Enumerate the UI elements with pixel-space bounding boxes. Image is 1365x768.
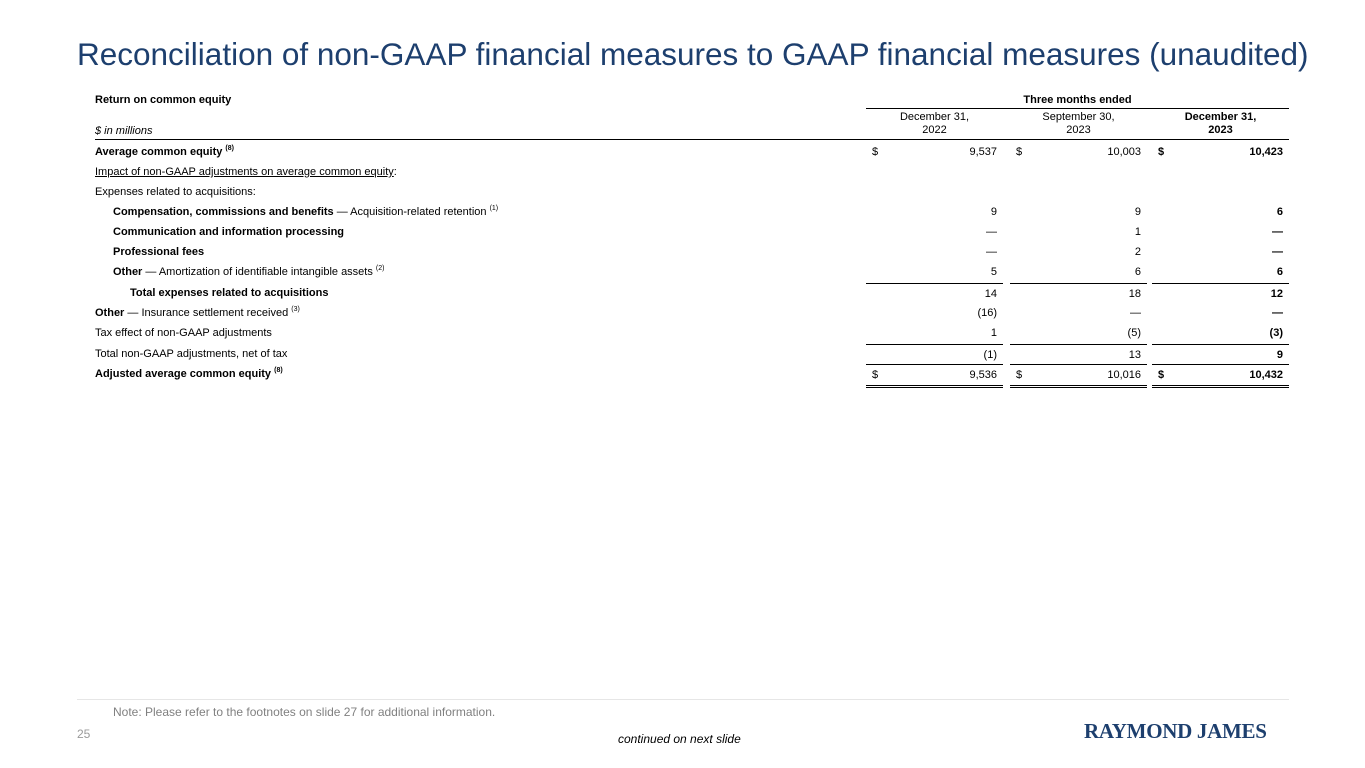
currency-symbol: $ <box>872 146 879 158</box>
cell-value: — <box>986 226 997 238</box>
row-label-text: Impact of non-GAAP adjustments on average common equity <box>95 166 394 178</box>
cell-sep-2023 <box>1010 242 1147 262</box>
column-header-line1: September 30, <box>1042 111 1115 123</box>
currency-symbol: $ <box>872 369 879 381</box>
cell-value: 1 <box>1134 226 1141 238</box>
cell-sep-2023 <box>1010 364 1147 388</box>
row-label: Total non-GAAP adjustments, net of tax <box>95 348 288 360</box>
cell-dec-2023 <box>1152 303 1289 323</box>
cell-value: 10,423 <box>1249 146 1283 158</box>
currency-symbol: $ <box>1016 146 1023 158</box>
table-row <box>95 303 1289 323</box>
cell-dec-2022 <box>866 323 1003 343</box>
cell-dec-2023 <box>1152 364 1289 388</box>
period-rule <box>866 108 1289 109</box>
column-header-line2: 2023 <box>1066 124 1091 136</box>
row-label-bold: Average common equity <box>95 146 223 158</box>
cell-dec-2022 <box>866 303 1003 323</box>
row-label-text: — Amortization of identifiable intangible assets <box>142 266 376 278</box>
period-header: Three months ended <box>1023 94 1132 106</box>
cell-value: (5) <box>1127 327 1141 339</box>
cell-dec-2023 <box>1152 202 1289 222</box>
row-label-bold: Adjusted average common equity <box>95 368 272 380</box>
continued-label: continued on next slide <box>618 732 741 746</box>
cell-value: — <box>1272 246 1283 258</box>
cell-value: (1) <box>983 349 997 361</box>
row-label-text: — Insurance settlement received <box>124 307 292 319</box>
cell-sep-2023 <box>1010 303 1147 323</box>
cell-value: 9 <box>1276 349 1283 361</box>
cell-sep-2023 <box>1010 222 1147 242</box>
table-row <box>95 162 1289 182</box>
table-row <box>95 344 1289 364</box>
column-header-line1: December 31, <box>899 111 970 123</box>
cell-value: 10,432 <box>1249 369 1283 381</box>
cell-value: (3) <box>1269 327 1283 339</box>
cell-value: 6 <box>1276 206 1283 218</box>
table-row <box>95 142 1289 162</box>
row-label-bold: Other <box>95 307 125 319</box>
page-number: 25 <box>77 727 91 741</box>
cell-sep-2023 <box>1010 202 1147 222</box>
cell-dec-2022 <box>866 262 1003 282</box>
row-label <box>95 364 283 384</box>
cell-dec-2022 <box>866 202 1003 222</box>
cell-sep-2023 <box>1010 283 1147 304</box>
cell-value: 10,003 <box>1107 146 1141 158</box>
cell-sep-2023 <box>1010 344 1147 365</box>
cell-sep-2023 <box>1010 262 1147 282</box>
footnote-ref: (8) <box>274 367 283 374</box>
cell-value: 5 <box>990 266 997 278</box>
row-label <box>113 262 384 282</box>
table-row <box>95 222 1289 242</box>
column-header-dec-2023 <box>1152 111 1289 137</box>
cell-dec-2022 <box>866 242 1003 262</box>
cell-dec-2023 <box>1152 222 1289 242</box>
column-header-sep-2023 <box>1010 111 1147 137</box>
raymond-james-logo: RAYMOND JAMES <box>1084 719 1267 743</box>
row-label <box>95 303 300 323</box>
cell-value: 14 <box>984 288 997 300</box>
row-label: Total expenses related to acquisitions <box>130 287 329 299</box>
table-row <box>95 323 1289 343</box>
cell-value: 18 <box>1128 288 1141 300</box>
cell-dec-2023 <box>1152 142 1289 162</box>
units-label: $ in millions <box>95 125 153 137</box>
footnote-ref: (1) <box>489 205 499 212</box>
cell-value: (16) <box>977 307 997 319</box>
table-row <box>95 262 1289 282</box>
table-row <box>95 283 1289 303</box>
row-label: Professional fees <box>113 246 205 258</box>
currency-symbol: $ <box>1158 369 1165 381</box>
cell-value: 9,537 <box>969 146 997 158</box>
footer-rule <box>77 699 1289 700</box>
row-label: Communication and information processing <box>113 226 345 238</box>
cell-value: — <box>986 246 997 258</box>
cell-value: 9 <box>990 206 997 218</box>
row-label: Expenses related to acquisitions: <box>95 186 256 198</box>
column-header-line2: 2022 <box>922 124 947 136</box>
row-label: Tax effect of non-GAAP adjustments <box>95 327 272 339</box>
cell-value: 6 <box>1276 266 1283 278</box>
cell-dec-2022 <box>866 364 1003 388</box>
footnote-ref: (2) <box>375 265 385 272</box>
cell-dec-2023 <box>1152 262 1289 282</box>
currency-symbol: $ <box>1158 146 1165 158</box>
cell-dec-2023 <box>1152 344 1289 365</box>
cell-value: 1 <box>990 327 997 339</box>
cell-dec-2022 <box>866 222 1003 242</box>
table-row <box>95 242 1289 262</box>
table-row <box>95 364 1289 384</box>
table-row <box>95 202 1289 222</box>
footnote-ref: (3) <box>291 306 300 313</box>
cell-value: 9 <box>1134 206 1141 218</box>
cell-sep-2023 <box>1010 323 1147 343</box>
cell-value: 6 <box>1134 266 1141 278</box>
currency-symbol: $ <box>1016 369 1023 381</box>
footnote-note: Note: Please refer to the footnotes on slide 27 for additional information. <box>113 705 496 719</box>
cell-dec-2023 <box>1152 283 1289 304</box>
cell-value: — <box>1272 226 1283 238</box>
column-header-line1: December 31, <box>1184 111 1257 123</box>
section-title: Return on common equity <box>95 94 232 106</box>
page-title: Reconciliation of non-GAAP financial measures to GAAP financial measures (unaudited) <box>77 36 1309 72</box>
cell-value: — <box>1272 307 1283 319</box>
row-label <box>113 202 498 222</box>
row-label-bold: Other <box>113 266 143 278</box>
cell-dec-2023 <box>1152 242 1289 262</box>
cell-dec-2022 <box>866 142 1003 162</box>
column-header-dec-2022 <box>866 111 1003 137</box>
row-label-bold: Compensation, commissions and benefits <box>113 206 334 218</box>
table-row <box>95 182 1289 202</box>
row-label-text: — Acquisition-related retention <box>333 206 490 218</box>
row-label <box>95 142 234 162</box>
cell-value: 2 <box>1134 246 1141 258</box>
header-rule <box>95 139 1289 140</box>
cell-sep-2023 <box>1010 142 1147 162</box>
cell-dec-2023 <box>1152 323 1289 343</box>
column-header-line2: 2023 <box>1208 124 1233 136</box>
cell-value: 13 <box>1128 349 1141 361</box>
footnote-ref: (8) <box>225 145 234 152</box>
cell-dec-2022 <box>866 283 1003 304</box>
cell-value: 10,016 <box>1107 369 1141 381</box>
row-label <box>95 162 397 182</box>
cell-value: 12 <box>1270 288 1283 300</box>
cell-value: — <box>1130 307 1141 319</box>
cell-dec-2022 <box>866 344 1003 365</box>
row-label-suffix: : <box>393 166 397 178</box>
cell-value: 9,536 <box>969 369 997 381</box>
